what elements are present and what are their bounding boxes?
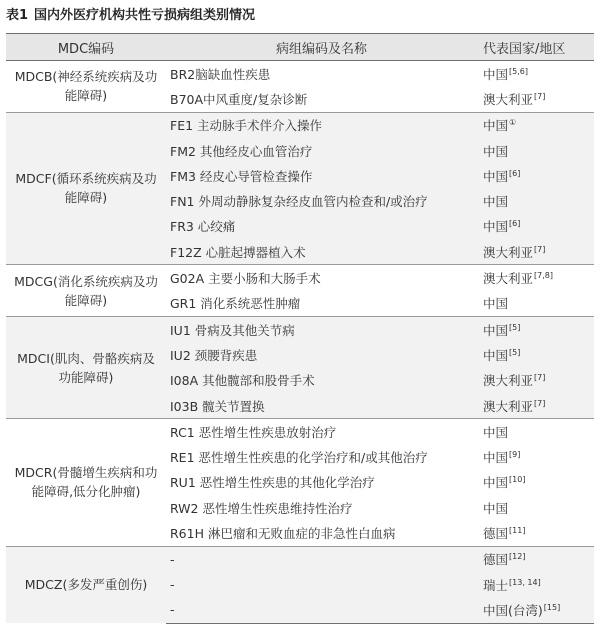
drg-name-cell: - [166,572,477,597]
region-cell [477,572,594,597]
region-cell [477,61,594,87]
region-cell [477,188,594,213]
region-text: 中国 [483,143,509,159]
region-cell [477,138,594,163]
caption-label: 表1 [6,8,29,23]
region-cell [477,597,594,623]
header-mdc: MDC编码 [6,34,166,61]
mdc-group [6,546,594,623]
region-cell [477,368,594,393]
reference-marker: [7] [534,244,546,254]
region-cell [477,316,594,342]
region-text: 中国 [483,450,509,466]
header-region: 代表国家/地区 [477,34,594,61]
region-cell [477,86,594,112]
region-cell [477,444,594,469]
reference-marker: [15] [543,602,561,612]
region-text: 德国 [483,552,509,568]
table-row [6,419,594,445]
region-cell [477,419,594,445]
table-row [6,265,594,291]
reference-marker: [7] [534,91,546,101]
mdc-cell: MDCI(肌肉、骨骼疾病及功能障碍) [6,316,166,418]
reference-marker: [7] [534,373,546,383]
drg-name-cell: F12Z 心脏起搏器植入术 [166,239,477,265]
drg-name-cell: - [166,597,477,623]
reference-marker: [6] [509,219,521,229]
region-text: 中国 [483,322,509,338]
reference-marker: [6] [509,168,521,178]
region-text: 中国 [483,168,509,184]
mdc-cell: MDCF(循环系统疾病及功能障碍) [6,112,166,265]
region-text: 中国 [483,500,509,516]
table-row [6,546,594,572]
header-drg-name: 病组编码及名称 [166,34,477,61]
mdc-group [6,112,594,265]
mdc-cell: MDCB(神经系统疾病及功能障碍) [6,61,166,113]
region-cell [477,520,594,546]
region-cell [477,265,594,291]
region-cell [477,342,594,367]
region-cell [477,214,594,239]
region-text: 中国(台湾) [483,602,543,618]
region-cell [477,291,594,317]
region-text: 澳大利亚 [483,244,534,260]
region-text: 中国 [483,296,509,312]
region-text: 澳大利亚 [483,373,534,389]
table-caption [6,3,255,29]
region-text: 德国 [483,525,509,541]
reference-marker: [5] [509,322,521,332]
loss-drg-table [6,33,594,624]
drg-name-cell: IU1 骨病及其他关节病 [166,316,477,342]
region-cell [477,239,594,265]
drg-name-cell: G02A 主要小肠和大肠手术 [166,265,477,291]
drg-name-cell: I08A 其他髋部和股骨手术 [166,368,477,393]
drg-name-cell: RU1 恶性增生性疾患的其他化学治疗 [170,475,375,491]
drg-name-cell: RC1 恶性增生性疾患放射治疗 [166,419,477,445]
reference-marker: [7] [534,398,546,408]
drg-name-cell: FR3 心绞痛 [166,214,477,239]
drg-name-cell: RW2 恶性增生性疾患维持性治疗 [170,500,353,516]
reference-marker: [7,8] [534,271,553,281]
region-text: 中国 [483,219,509,235]
mdc-cell: MDCR(骨髓增生疾病和功能障碍,低分化肿瘤) [6,419,166,546]
drg-name-cell: FM2 其他经皮心血管治疗 [166,138,477,163]
table-row [6,112,594,138]
mdc-cell: MDCG(消化系统疾病及功能障碍) [6,265,166,317]
region-text: 中国 [483,66,509,82]
reference-marker: [12] [509,552,526,562]
region-cell [477,546,594,572]
reference-marker: ① [509,118,517,128]
region-text: 中国 [483,118,509,134]
region-text: 澳大利亚 [483,91,534,107]
mdc-group [6,265,594,317]
mdc-group [6,419,594,546]
caption-title: 国内外医疗机构共性亏损病组类别情况 [34,8,256,23]
region-cell [477,495,594,520]
region-text: 中国 [483,194,509,210]
region-text: 中国 [483,424,509,440]
region-text: 中国 [483,475,509,491]
reference-marker: [5,6] [509,66,528,76]
drg-name-cell: RE1 恶性增生性疾患的化学治疗和/或其他治疗 [170,450,428,466]
reference-marker: [13, 14] [509,577,541,587]
mdc-group [6,61,594,113]
drg-name-cell: B70A中风重度/复杂诊断 [170,91,308,107]
drg-name-cell: GR1 消化系统恶性肿瘤 [170,296,301,312]
drg-name-cell: I03B 髋关节置换 [166,393,477,419]
drg-name-cell: FM3 经皮心导管检查操作 [166,163,477,188]
reference-marker: [5] [509,347,521,357]
reference-marker: [10] [509,475,526,485]
drg-name-cell: IU2 颈腰背疾患 [166,342,477,367]
mdc-group [6,316,594,418]
reference-marker: [9] [509,450,521,460]
drg-name-cell: R61H 淋巴瘤和无败血症的非急性白血病 [170,525,396,541]
reference-marker: [11] [509,525,526,535]
region-cell [477,393,594,419]
region-text: 中国 [483,347,509,363]
table-row [6,316,594,342]
header-row [6,34,594,61]
region-cell [477,470,594,495]
drg-name-cell: BR2脑缺血性疾患 [166,61,477,87]
drg-name-cell: FN1 外周动静脉复杂经皮血管内检查和/或治疗 [166,188,477,213]
mdc-cell: MDCZ(多发严重创伤) [6,546,166,623]
region-cell [477,163,594,188]
drg-name-cell: - [166,546,477,572]
region-cell [477,112,594,138]
drg-name-cell: FE1 主动脉手术伴介入操作 [166,112,477,138]
table-row [6,61,594,87]
region-text: 瑞士 [483,577,509,593]
region-text: 澳大利亚 [483,271,534,287]
region-text: 澳大利亚 [483,398,534,414]
